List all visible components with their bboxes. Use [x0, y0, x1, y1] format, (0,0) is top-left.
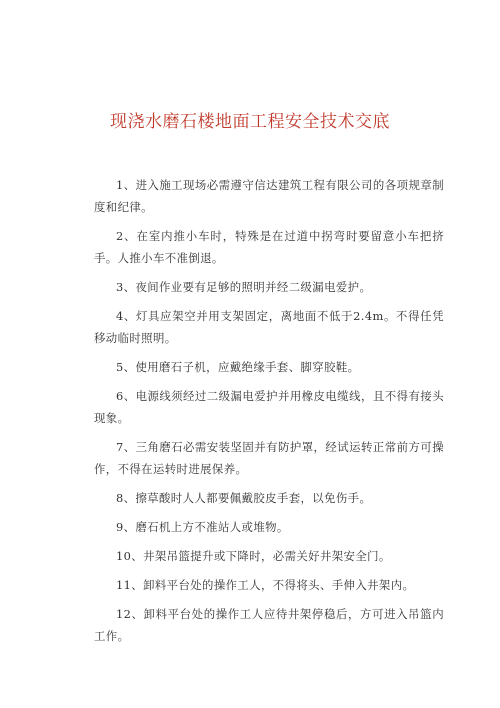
safety-item-10: 10、井架吊篮提升或下降时，必需关好井架安全门。 — [116, 549, 391, 563]
safety-item-9: 9、磨石机上方不准站人或堆物。 — [116, 520, 289, 534]
safety-item-5: 5、使用磨石子机，应戴绝缘手套、脚穿胶鞋。 — [116, 360, 360, 374]
safety-item-6: 6、电源线须经过二级漏电爱护并用橡皮电缆线，且不得有接头现象。 — [94, 389, 444, 425]
safety-item-1: 1、进入施工现场必需遵守信达建筑工程有限公司的各项规章制度和纪律。 — [94, 178, 444, 214]
safety-item-3: 3、夜间作业要有足够的照明并经二级漏电爱护。 — [116, 280, 372, 294]
safety-item-11: 11、卸料平台处的操作工人，不得将头、手伸入井架内。 — [116, 578, 415, 592]
safety-item-12: 12、卸料平台处的操作工人应待井架停稳后，方可进入吊篮内工作。 — [94, 607, 444, 643]
safety-item-7: 7、三角磨石必需安装坚固并有防护罩，经试运转正常前方可操作，不得在运转时进展保养。 — [94, 440, 444, 476]
safety-item-2: 2、在室内推小车时，特殊是在过道中拐弯时要留意小车把挤手。人推小车不准倒退。 — [94, 229, 444, 265]
document-body — [94, 174, 444, 654]
safety-item-4: 4、灯具应架空并用支架固定，离地面不低于2.4m。不得任凭移动临时照明。 — [94, 309, 444, 345]
document-title: 现浇水磨石楼地面工程安全技术交底 — [110, 112, 390, 132]
safety-item-8: 8、擦草酸时人人都要佩戴胶皮手套，以免伤手。 — [116, 491, 372, 505]
